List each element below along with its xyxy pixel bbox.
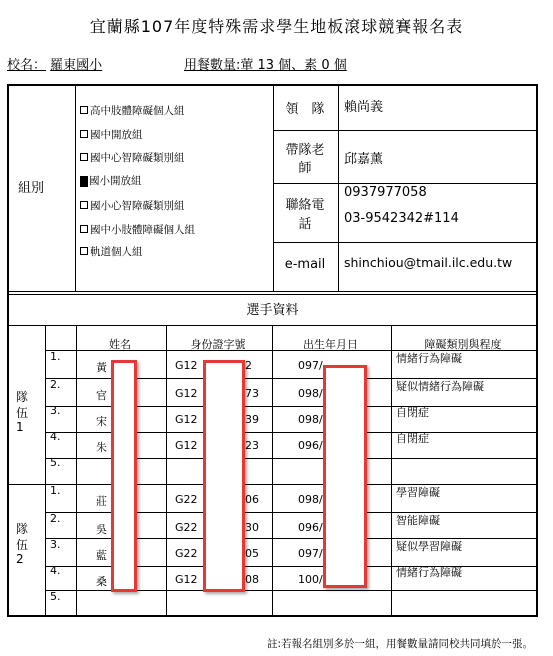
team-label-char: 1 [16,420,24,434]
player-id-prefix: G12 [175,413,198,426]
leader-label: 領 隊 [285,102,325,117]
disability-category: 智能障礙 [396,514,440,527]
player-name: 桑 [96,575,107,588]
player-id-suffix: 30 [245,521,259,534]
row-number: 2. [50,378,61,391]
checkbox-icon[interactable] [80,247,88,255]
player-id-prefix: G22 [175,521,198,534]
group-option[interactable] [80,150,185,165]
row-number: 3. [50,404,61,417]
email-label: e-mail [284,257,326,272]
group-option[interactable] [80,127,143,142]
col-header-category: 障礙類別與程度 [424,338,502,351]
disability-category: 情緒行為障礙 [396,352,462,365]
player-id-suffix: 2 [245,359,252,372]
player-id-prefix: G12 [175,439,198,452]
row-number: 1. [50,350,61,363]
disability-category: 情緒行為障礙 [396,566,462,579]
phone-label-line2: 話 [298,217,312,232]
email-value: shinchiou@tmail.ilc.edu.tw [344,255,513,270]
group-option-label: 國中開放組 [90,129,143,141]
coach-label-line2: 師 [298,161,312,176]
player-id-prefix: G12 [175,573,198,586]
form-title: 宜蘭縣107年度特殊需求學生地板滾球競賽報名表 [89,17,464,36]
phone-1: 0937977058 [344,185,427,200]
footnote: 註:若報名組別多於一組，用餐數量請同校共同填於一張。 [266,638,533,650]
row-number: 1. [50,484,61,497]
redaction-box-ids [203,360,245,592]
row-number: 5. [50,456,61,469]
player-id-prefix: G12 [175,359,198,372]
player-name: 莊 [96,495,107,508]
group-option[interactable] [80,244,143,259]
player-name: 官 [96,389,107,402]
player-id-suffix: 06 [245,493,259,506]
disability-category: 自閉症 [396,406,429,419]
col-header-dob: 出生年月日 [303,338,358,351]
row-number: 2. [50,512,61,525]
redaction-box-names [111,360,137,592]
player-id-prefix: G22 [175,547,198,560]
checkbox-icon[interactable] [80,130,88,138]
meal-count: 用餐數量:葷 13 個、素 0 個 [184,58,347,73]
coach-name: 邱嘉薰 [344,152,384,167]
player-id-suffix: 05 [245,547,259,560]
player-id-suffix: 73 [245,387,259,400]
player-id-suffix: 23 [245,439,259,452]
row-number: 5. [50,590,61,603]
team-label-char: 隊 [16,390,29,404]
leader-name: 賴尚義 [344,100,384,115]
school-label: 校名： [7,58,47,73]
col-header-name: 姓名 [109,338,131,351]
checkbox-icon[interactable] [80,201,88,209]
disability-category: 疑似情緒行為障礙 [396,380,484,393]
coach-label-line1: 帶隊老 [285,143,325,158]
player-dob: 097/ [298,359,323,372]
group-option[interactable] [80,173,142,188]
group-option[interactable] [80,222,195,237]
player-id-suffix: 39 [245,413,259,426]
group-option[interactable] [80,103,185,118]
players-section-header: 選手資料 [246,303,299,318]
player-dob: 098/ [298,413,323,426]
player-dob: 096/ [298,521,323,534]
group-option-label: 國中心智障礙類別組 [90,152,185,164]
checkbox-icon[interactable] [80,225,88,233]
group-option-label: 國小心智障礙類別組 [90,200,185,212]
player-name: 藍 [96,549,107,562]
row-number: 4. [50,564,61,577]
col-header-id: 身份證字號 [190,338,246,351]
checked-box-icon[interactable] [80,176,88,187]
checkbox-icon[interactable] [80,106,88,114]
player-dob: 098/ [298,493,323,506]
team-label-char: 隊 [16,522,29,536]
player-dob: 097/ [298,547,323,560]
disability-category: 學習障礙 [396,486,440,499]
school-name: 羅東國小 [50,58,103,73]
team-label-char: 伍 [16,406,29,420]
group-option-label: 高中肢體障礙個人組 [90,105,185,117]
school-line [7,54,148,73]
disability-category: 疑似學習障礙 [396,540,462,553]
group-option-label: 軌道個人組 [90,246,143,258]
group-option-label: 國小開放組 [89,175,142,187]
disability-category: 自閉症 [396,432,429,445]
team-label-char: 2 [16,552,24,566]
player-id-suffix: 08 [245,573,259,586]
player-name: 黃 [96,361,107,374]
redaction-box-dob [323,365,367,588]
phone-label-line1: 聯絡電 [285,198,325,213]
player-id-prefix: G22 [175,493,198,506]
team-label-char: 伍 [16,538,29,552]
group-label: 組別 [18,181,45,196]
phone-2: 03-9542342#114 [344,211,459,226]
player-dob: 096/ [298,439,323,452]
player-name: 吳 [96,523,107,536]
player-id-prefix: G12 [175,387,198,400]
row-number: 4. [50,430,61,443]
player-dob: 098/ [298,387,323,400]
group-option[interactable] [80,198,185,213]
player-name: 宋 [96,415,107,428]
checkbox-icon[interactable] [80,153,88,161]
row-number: 3. [50,538,61,551]
player-name: 朱 [96,441,107,454]
player-dob: 100/ [298,573,323,586]
group-option-label: 國中小肢體障礙個人組 [90,224,195,236]
